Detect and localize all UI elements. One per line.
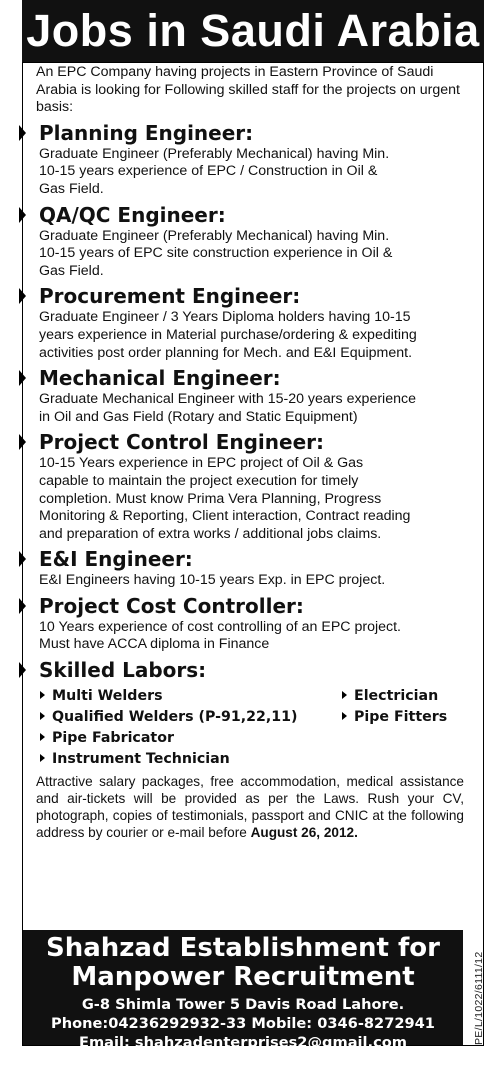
ad-title: Jobs in Saudi Arabia xyxy=(22,0,484,62)
bullet-arrow-icon xyxy=(19,125,26,141)
section-title: Skilled Labors: xyxy=(36,657,464,683)
job-desc-line: Graduate Engineer (Preferably Mechanical) having Min. xyxy=(39,227,390,244)
bullet-arrow-icon xyxy=(19,598,26,614)
job-title: Planning Engineer: xyxy=(36,120,464,146)
job-desc-line: in Oil and Gas Field (Rotary and Static Equipment) xyxy=(39,408,358,425)
company-phone: Phone:04236292932-33 Mobile: 0346-8272941 xyxy=(51,1015,435,1032)
bullet-arrow-icon xyxy=(19,551,26,567)
bullet-arrow-icon xyxy=(19,288,26,304)
bullet-arrow-icon xyxy=(19,207,26,223)
labor-item: Pipe Fabricator xyxy=(40,729,174,747)
labor-item: Multi Welders xyxy=(40,687,163,705)
skilled-labors-section xyxy=(36,657,464,773)
job-title: Project Control Engineer: xyxy=(36,429,464,455)
job-desc-line: Graduate Engineer (Preferably Mechanical) having Min. xyxy=(39,145,390,162)
bullet-arrow-icon xyxy=(19,662,26,678)
contact-block xyxy=(23,930,463,1051)
bullet-triangle-icon xyxy=(40,754,45,762)
job-planning-engineer xyxy=(36,120,464,199)
job-procurement-engineer xyxy=(36,283,464,362)
job-title: Procurement Engineer: xyxy=(36,283,464,309)
job-desc-line: years experience in Material purchase/ordering & expediting xyxy=(39,326,417,343)
job-desc-line: 10 Years experience of cost controlling of an EPC project. xyxy=(39,618,401,635)
job-desc-line: 10-15 years experience of EPC / Construction in Oil & xyxy=(39,163,378,180)
job-project-control-engineer xyxy=(36,429,464,543)
labor-item: Pipe Fitters xyxy=(342,708,447,726)
bullet-triangle-icon xyxy=(40,733,45,741)
intro-text: An EPC Company having projects in Eastern Province of Saudi Arabia is looking for Following skilled staff for the projects on urgent basis: xyxy=(36,64,461,116)
job-desc-line: Gas Field. xyxy=(39,262,104,279)
job-title: Project Cost Controller: xyxy=(36,593,464,619)
company-name-line1: Shahzad Establishment for xyxy=(46,933,440,963)
job-desc-line: completion. Must know Prima Vera Planning, Progress xyxy=(39,490,382,507)
job-title: QA/QC Engineer: xyxy=(36,202,464,228)
bullet-triangle-icon xyxy=(40,712,45,720)
job-desc-line: activities post order planning for Mech. and E&I Equipment. xyxy=(39,344,413,361)
bullet-arrow-icon xyxy=(19,434,26,450)
job-project-cost-controller xyxy=(36,593,464,654)
job-desc-line: E&I Engineers having 10-15 years Exp. in EPC project. xyxy=(39,572,386,589)
job-desc-line: capable to maintain the project execution for timely xyxy=(39,472,359,489)
job-qaqc-engineer xyxy=(36,202,464,281)
job-ei-engineer xyxy=(36,546,464,590)
labor-list xyxy=(36,687,464,773)
labor-item: Instrument Technician xyxy=(40,750,230,768)
job-title: E&I Engineer: xyxy=(36,546,464,572)
job-desc-line: Graduate Engineer / 3 Years Diploma holders having 10-15 xyxy=(39,309,411,326)
bullet-triangle-icon xyxy=(40,691,45,699)
reference-code: PE/L/1022/6111/12 xyxy=(473,951,485,1045)
company-address: G-8 Shimla Tower 5 Davis Road Lahore. xyxy=(81,996,405,1013)
job-desc-line: and preparation of extra works / additional jobs claims. xyxy=(39,525,382,542)
bullet-triangle-icon xyxy=(342,691,347,699)
job-desc-line: 10-15 Years experience in EPC project of Oil & Gas xyxy=(39,455,364,472)
job-mechanical-engineer xyxy=(36,365,464,426)
job-desc-line: Gas Field. xyxy=(39,180,104,197)
company-email: Email: shahzadenterprises2@gmail.com xyxy=(78,1034,407,1051)
job-desc-line: Monitoring & Reporting, Client interaction, Contract reading xyxy=(39,508,411,525)
job-desc-line: Graduate Mechanical Engineer with 15-20 years experience xyxy=(39,391,416,408)
company-name-line2: Manpower Recruitment xyxy=(71,962,415,992)
application-instructions: Attractive salary packages, free accommodation, medical assistance and air-tickets will be provided as per the Laws. Rush your CV, photograph, copies of testimonials, passport and CNIC at the following address by courier or e-mail before August 26, 2012. xyxy=(36,774,464,841)
labor-item: Qualified Welders (P-91,22,11) xyxy=(40,708,298,726)
ad-content xyxy=(36,62,464,841)
job-desc-line: Must have ACCA diploma in Finance xyxy=(39,636,270,653)
bullet-triangle-icon xyxy=(342,712,347,720)
job-desc-line: 10-15 years of EPC site construction experience in Oil & xyxy=(39,245,393,262)
labor-item: Electrician xyxy=(342,687,438,705)
bullet-arrow-icon xyxy=(19,370,26,386)
job-title: Mechanical Engineer: xyxy=(36,365,464,391)
deadline-date: August 26, 2012. xyxy=(250,825,358,841)
